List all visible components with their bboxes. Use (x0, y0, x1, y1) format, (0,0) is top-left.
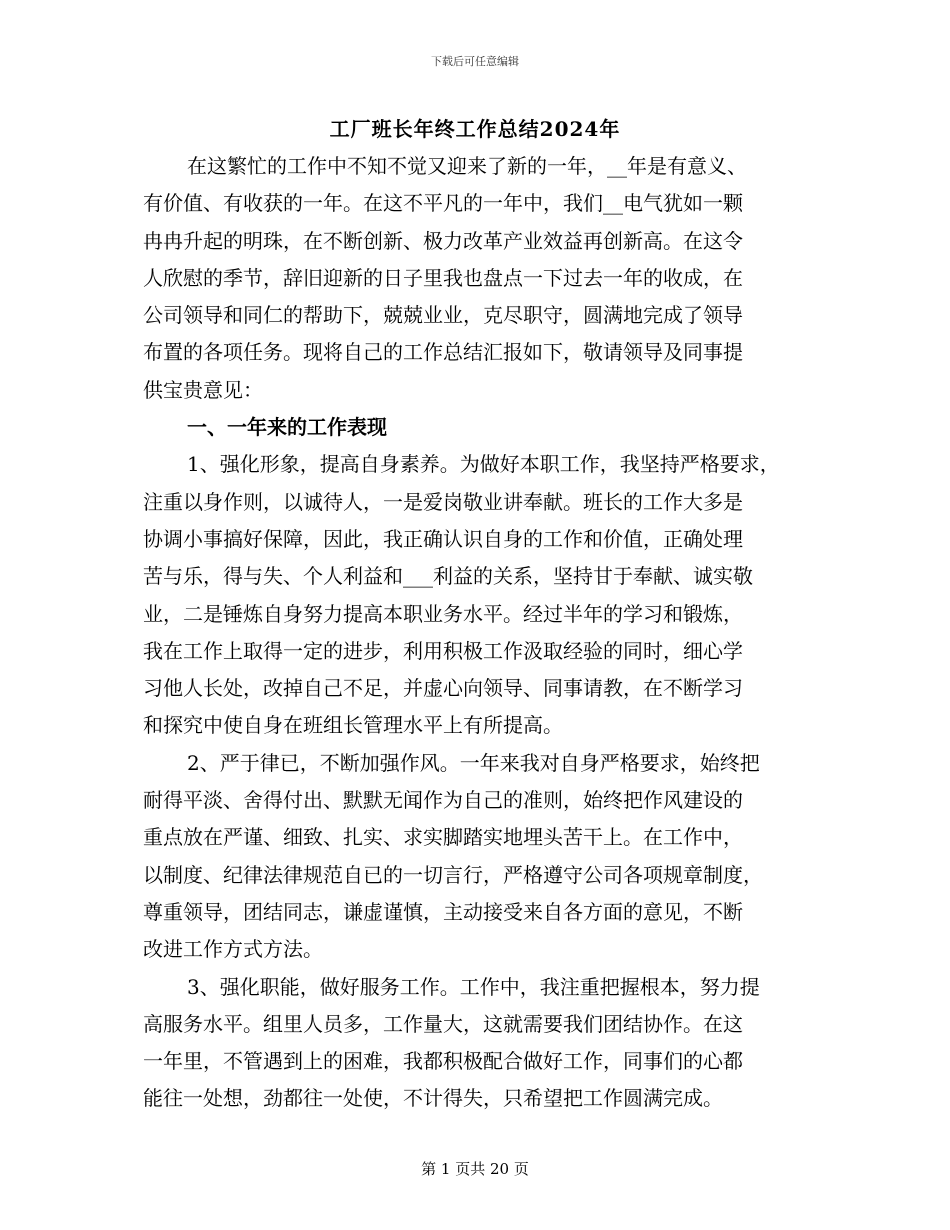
paragraph-line: 2、严于律已，不断加强作风。一年来我对自身严格要求，始终把 (187, 750, 760, 775)
paragraph-line: 公司领导和同仁的帮助下，兢兢业业，克尽职守，圆满地完成了领导 (143, 303, 743, 328)
page-header: 下载后可任意编辑 (431, 55, 519, 68)
paragraph-line: 和探究中使自身在班组长管理水平上有所提高。 (143, 713, 563, 738)
paragraph-line: 冉冉升起的明珠，在不断创新、极力改革产业效益再创新高。在这令 (143, 228, 743, 253)
document-body (143, 148, 813, 1118)
paragraph-line: 协调小事搞好保障，因此，我正确认识自身的工作和价值，正确处理 (143, 526, 743, 551)
paragraph-line: 有价值、有收获的一年。在这不平凡的一年中，我们__电气犹如一颗 (143, 191, 743, 216)
paragraph-line: 业，二是锤炼自身努力提高本职业务水平。经过半年的学习和锻炼， (143, 601, 743, 626)
paragraph-line: 改进工作方式方法。 (143, 937, 323, 962)
paragraph-line: 一年里，不管遇到上的困难，我都积极配合做好工作，同事们的心都 (143, 1049, 743, 1074)
paragraph-line: 苦与乐，得与失、个人利益和___利益的关系，坚持甘于奉献、诚实敬 (143, 564, 753, 589)
paragraph-line: 重点放在严谨、细致、扎实、求实脚踏实地埋头苦干上。在工作中， (143, 825, 743, 850)
paragraph-line: 尊重领导，团结同志，谦虚谨慎，主动接受来自各方面的意见，不断 (143, 899, 743, 924)
paragraph-line: 3、强化职能，做好服务工作。工作中，我注重把握根本，努力提 (187, 974, 760, 999)
paragraph-line: 人欣慰的季节，辞旧迎新的日子里我也盘点一下过去一年的收成，在 (143, 265, 743, 290)
paragraph-line: 布置的各项任务。现将自己的工作总结汇报如下，敬请领导及同事提 (143, 340, 743, 365)
paragraph-line: 在这繁忙的工作中不知不觉又迎来了新的一年，__年是有意义、 (187, 154, 747, 178)
page-footer: 第 1 页共 20 页 (421, 1160, 529, 1178)
document-title: 工厂班长年终工作总结2024年 (329, 117, 621, 141)
paragraph-line: 1、强化形象，提高自身素养。为做好本职工作，我坚持严格要求， (187, 452, 780, 477)
paragraph-line: 高服务水平。组里人员多，工作量大，这就需要我们团结协作。在这 (143, 1011, 743, 1036)
paragraph-line: 注重以身作则，以诚待人，一是爱岗敬业讲奉献。班长的工作大多是 (143, 489, 743, 514)
paragraph-line: 能往一处想，劲都往一处使，不计得失，只希望把工作圆满完成。 (143, 1086, 723, 1111)
paragraph-line: 以制度、纪律法律规范自已的一切言行，严格遵守公司各项规章制度， (143, 862, 763, 887)
paragraph-line: 耐得平淡、舍得付出、默默无闻作为自己的准则，始终把作风建设的 (143, 788, 743, 813)
section-heading: 一、一年来的工作表现 (187, 415, 387, 440)
paragraph-line: 习他人长处，改掉自己不足，并虚心向领导、同事请教，在不断学习 (143, 676, 743, 701)
paragraph-line: 供宝贵意见： (143, 377, 263, 402)
paragraph-line: 我在工作上取得一定的进步，利用积极工作汲取经验的同时，细心学 (143, 638, 743, 663)
